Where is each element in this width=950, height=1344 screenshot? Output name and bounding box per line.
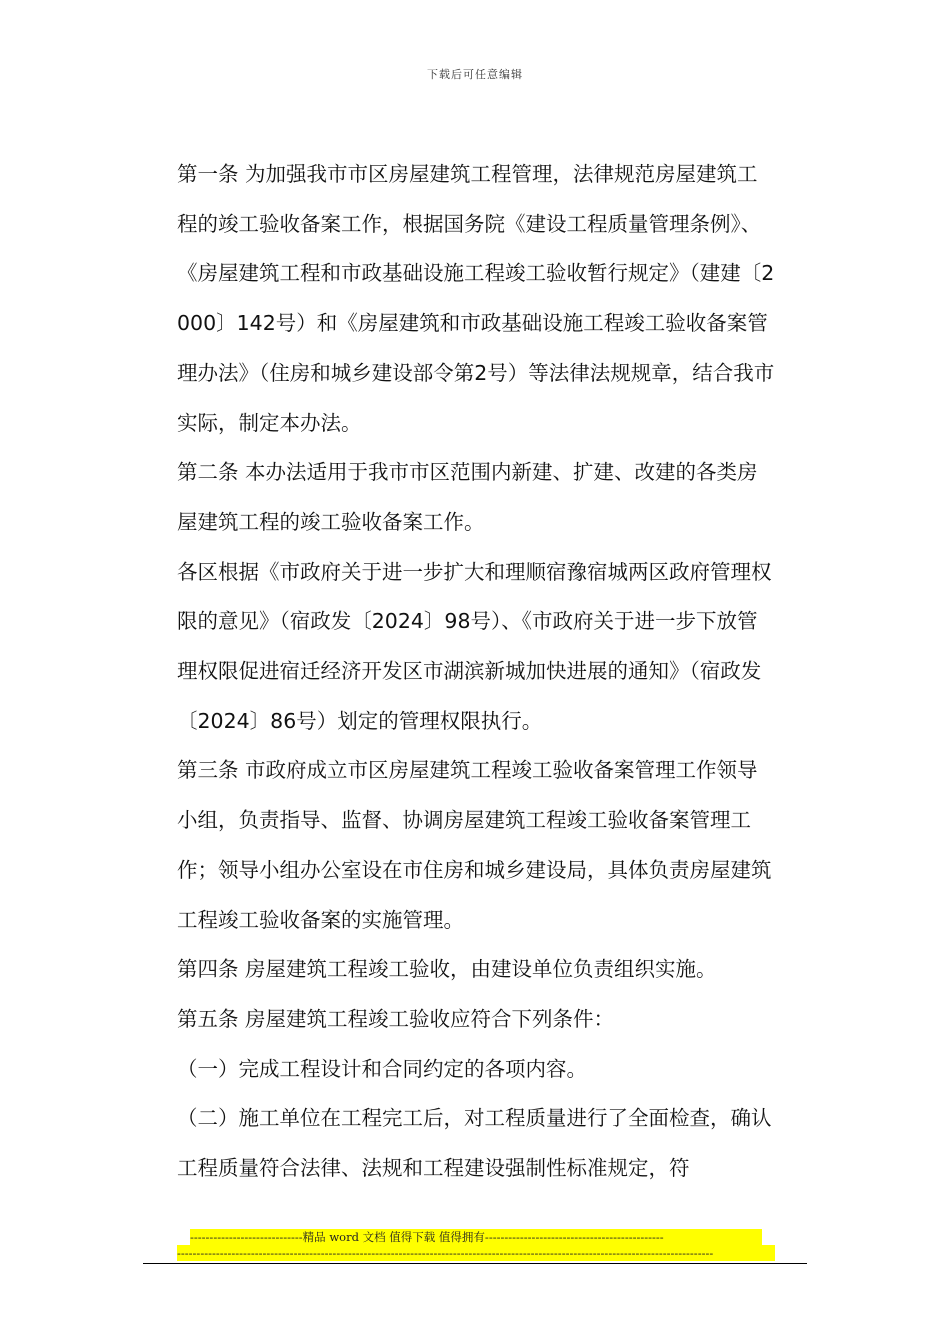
- paragraph-article-3: 第三条 市政府成立市区房屋建筑工程竣工验收备案管理工作领导小组，负责指导、监督、协调房屋建筑工程竣工验收备案管理工作；领导小组办公室设在市住房和城乡建设局，具体负责房屋建筑工程竣工验收备案的实施管理。: [177, 758, 772, 932]
- paragraph-article-5: 第五条 房屋建筑工程竣工验收应符合下列条件：: [177, 1006, 615, 1031]
- paragraph-article-1: 第一条 为加强我市市区房屋建筑工程管理，法律规范房屋建筑工程的竣工验收备案工作，根据国务院《建设工程质量管理条例》、《房屋建筑工程和市政基础设施工程竣工验收暂行规定》（建建〔2000〕142号）和《房屋建筑和市政基础设施工程竣工验收备案管理办法》（住房和城乡建设部令第2号）等法律法规规章，结合我市实际，制定本办法。: [177, 162, 775, 435]
- paragraph-article-4: 第四条 房屋建筑工程竣工验收，由建设单位负责组织实施。: [177, 957, 717, 982]
- document-body: [177, 150, 777, 1194]
- footer-banner-line-1: -----------------------------精品 word 文档 值得下载 值得拥有----------------------------------------------: [190, 1229, 762, 1245]
- paragraph-district-scope: 各区根据《市政府关于进一步扩大和理顺宿豫宿城两区政府管理权限的意见》（宿政发〔2024〕98号）、《市政府关于进一步下放管理权限促进宿迁经济开发区市湖滨新城加快进展的通知》（宿政发〔2024〕86号）划定的管理权限执行。: [177, 559, 772, 733]
- paragraph-article-2: 第二条 本办法适用于我市市区范围内新建、扩建、改建的各类房屋建筑工程的竣工验收备案工作。: [177, 460, 758, 534]
- paragraph-item-2: （二）施工单位在工程完工后，对工程质量进行了全面检查，确认工程质量符合法律、法规和工程建设强制性标准规定，符: [177, 1106, 772, 1181]
- paragraph-item-1: （一）完成工程设计和合同约定的各项内容。: [177, 1056, 587, 1081]
- footer-banner-line-2: ------------------------------------------------------------------------------------------------------------------------------------------: [177, 1245, 775, 1261]
- footer-divider: [143, 1263, 807, 1264]
- page-header: 下载后可任意编辑: [427, 68, 523, 81]
